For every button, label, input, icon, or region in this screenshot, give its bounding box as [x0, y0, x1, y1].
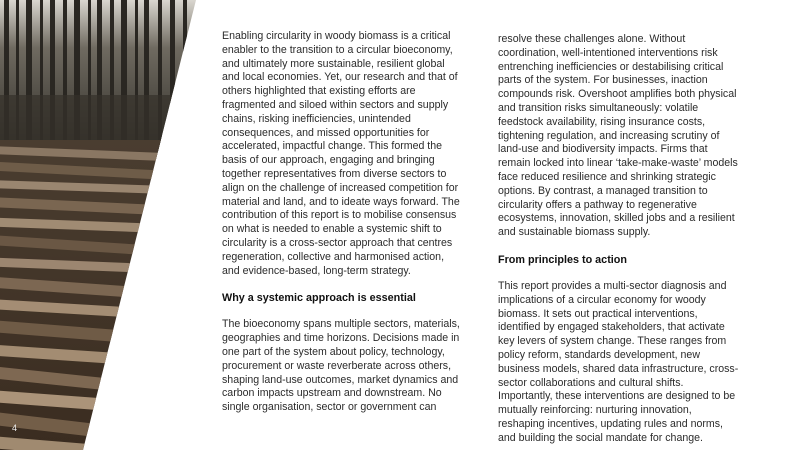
report-scope-paragraph: This report provides a multi-sector diagnosis and implications of a circular economy for woody biomass. It sets out practical interventions, identified by engaged stakeholders, that activate key levers of system change. These ranges from policy reform, standards development, new business models, shared data infrastructure, cross-sector collaborations and cultural shifts. Importantly, these interventions are designed to be mutually reinforcing: nurturing innovation, reshaping incentives, updating rules and norms, and building the social mandate for change.: [498, 279, 739, 444]
section-heading-principles-to-action: From principles to action: [498, 253, 627, 266]
left-text-column: [222, 30, 464, 428]
forest-logs-image: [0, 0, 200, 450]
right-text-column: [498, 33, 740, 459]
section-heading-systemic-approach: Why a systemic approach is essential: [222, 292, 416, 305]
timber-logs-photo: [0, 0, 200, 450]
page-number: 4: [12, 423, 18, 433]
bioeconomy-paragraph: The bioeconomy spans multiple sectors, materials, geographies and time horizons. Decisions made in one part of the system about policy, technology, procurement or waste reverberate across others, shaping land-use outcomes, market dynamics and carbon impacts upstream and downstream. No single organisation, sector or government can: [222, 318, 460, 414]
coordination-paragraph: resolve these challenges alone. Without coordination, well-intentioned interventions risk entrenching inefficiencies or destabilising critical parts of the system. For businesses, inaction compounds risk. Overshoot amplifies both physical and transition risks simultaneously: volatile feedstock availability, rising insurance costs, tightening regulation, and increasing scrutiny of land-use and biodiversity impacts. Firms that remain locked into linear ‘take-make-waste’ models face reduced resilience and shrinking strategic options. By contrast, a managed transition to circularity offers a pathway to regenerative ecosystems, innovation, skilled jobs and a resilient and sustainable biomass supply.: [498, 33, 738, 239]
intro-paragraph: Enabling circularity in woody biomass is a critical enabler to the transition to a circular bioeconomy, and ultimately more sustainable, resilient global and local economies. Yet, our research and that of others highlighted that existing efforts are fragmented and siloed within sectors and supply chains, risking inefficiencies, unintended consequences, and missed opportunities for accelerated, impactful change. This formed the basis of our approach, engaging and bringing together representatives from diverse sectors to align on the challenge of increased competition for material and land, and to ideate ways forward. The contribution of this report is to mobilise consensus on what is needed to enable a systemic shift to circularity is a cross-sector approach that centres regeneration, collective and harmonised action, and evidence-based, long-term strategy.: [222, 30, 460, 277]
